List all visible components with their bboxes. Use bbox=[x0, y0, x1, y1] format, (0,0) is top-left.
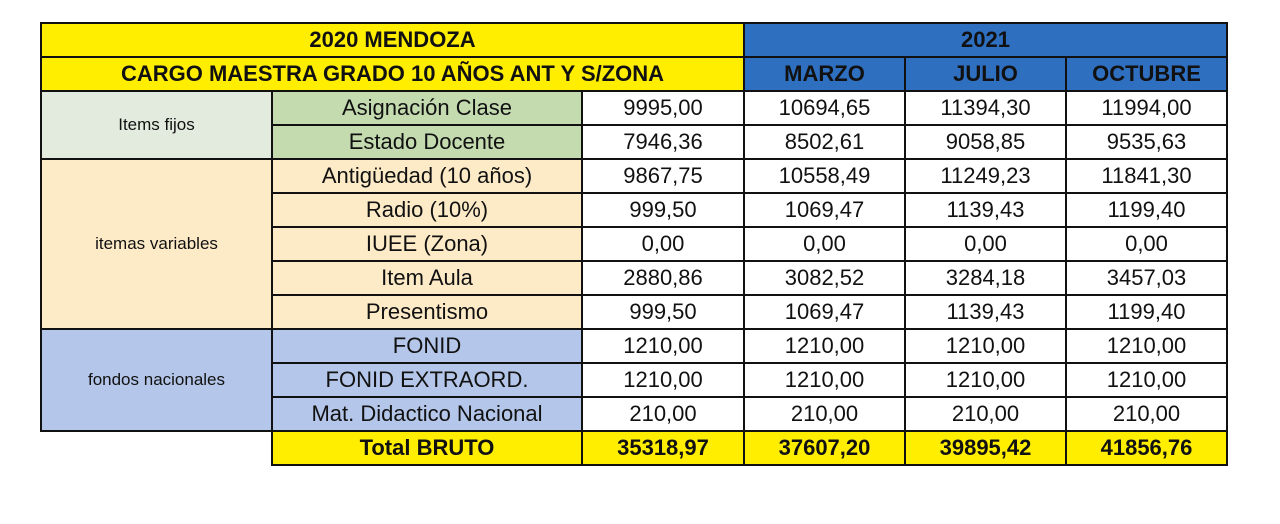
row-label: Asignación Clase bbox=[272, 91, 582, 125]
cell-marzo: 10558,49 bbox=[744, 159, 905, 193]
category-itemas-variables: itemas variables bbox=[41, 159, 272, 329]
cell-julio: 1210,00 bbox=[905, 329, 1066, 363]
total-row bbox=[41, 431, 1227, 465]
cell-marzo: 1210,00 bbox=[744, 363, 905, 397]
cell-julio: 1139,43 bbox=[905, 193, 1066, 227]
salary-table bbox=[40, 22, 1228, 466]
cell-octubre: 9535,63 bbox=[1066, 125, 1227, 159]
cell-marzo: 0,00 bbox=[744, 227, 905, 261]
cell-marzo: 1069,47 bbox=[744, 193, 905, 227]
cell-2020: 999,50 bbox=[582, 193, 744, 227]
cell-octubre: 210,00 bbox=[1066, 397, 1227, 431]
cell-octubre: 0,00 bbox=[1066, 227, 1227, 261]
total-marzo: 37607,20 bbox=[744, 431, 905, 465]
row-label: Radio (10%) bbox=[272, 193, 582, 227]
cell-julio: 0,00 bbox=[905, 227, 1066, 261]
row-label: Mat. Didactico Nacional bbox=[272, 397, 582, 431]
cell-julio: 11249,23 bbox=[905, 159, 1066, 193]
cell-2020: 9995,00 bbox=[582, 91, 744, 125]
cell-octubre: 1199,40 bbox=[1066, 295, 1227, 329]
total-2020: 35318,97 bbox=[582, 431, 744, 465]
cell-julio: 210,00 bbox=[905, 397, 1066, 431]
cell-octubre: 1199,40 bbox=[1066, 193, 1227, 227]
row-label: IUEE (Zona) bbox=[272, 227, 582, 261]
cell-julio: 9058,85 bbox=[905, 125, 1066, 159]
cell-2020: 1210,00 bbox=[582, 363, 744, 397]
table-row bbox=[41, 159, 1227, 193]
cell-marzo: 210,00 bbox=[744, 397, 905, 431]
row-label: Item Aula bbox=[272, 261, 582, 295]
total-label: Total BRUTO bbox=[272, 431, 582, 465]
cell-marzo: 3082,52 bbox=[744, 261, 905, 295]
cell-octubre: 1210,00 bbox=[1066, 329, 1227, 363]
category-items-fijos: Items fijos bbox=[41, 91, 272, 159]
cell-2020: 9867,75 bbox=[582, 159, 744, 193]
table-row bbox=[41, 91, 1227, 125]
row-label: Antigüedad (10 años) bbox=[272, 159, 582, 193]
cell-julio: 1210,00 bbox=[905, 363, 1066, 397]
cell-octubre: 11841,30 bbox=[1066, 159, 1227, 193]
cell-octubre: 11994,00 bbox=[1066, 91, 1227, 125]
title-2020-mendoza: 2020 MENDOZA bbox=[41, 23, 744, 57]
category-fondos-nacionales: fondos nacionales bbox=[41, 329, 272, 431]
row-label: Estado Docente bbox=[272, 125, 582, 159]
cell-marzo: 8502,61 bbox=[744, 125, 905, 159]
table-row bbox=[41, 329, 1227, 363]
month-marzo: MARZO bbox=[744, 57, 905, 91]
total-julio: 39895,42 bbox=[905, 431, 1066, 465]
cell-julio: 1139,43 bbox=[905, 295, 1066, 329]
row-label: FONID bbox=[272, 329, 582, 363]
cell-octubre: 1210,00 bbox=[1066, 363, 1227, 397]
cell-marzo: 1069,47 bbox=[744, 295, 905, 329]
cell-2020: 210,00 bbox=[582, 397, 744, 431]
cell-marzo: 1210,00 bbox=[744, 329, 905, 363]
subtitle-cargo: CARGO MAESTRA GRADO 10 AÑOS ANT Y S/ZONA bbox=[41, 57, 744, 91]
total-octubre: 41856,76 bbox=[1066, 431, 1227, 465]
cell-octubre: 3457,03 bbox=[1066, 261, 1227, 295]
month-octubre: OCTUBRE bbox=[1066, 57, 1227, 91]
header-row-1 bbox=[41, 23, 1227, 57]
month-julio: JULIO bbox=[905, 57, 1066, 91]
cell-2020: 2880,86 bbox=[582, 261, 744, 295]
cell-2020: 1210,00 bbox=[582, 329, 744, 363]
cell-2020: 0,00 bbox=[582, 227, 744, 261]
title-2021: 2021 bbox=[744, 23, 1227, 57]
cell-2020: 7946,36 bbox=[582, 125, 744, 159]
cell-julio: 11394,30 bbox=[905, 91, 1066, 125]
cell-marzo: 10694,65 bbox=[744, 91, 905, 125]
row-label: FONID EXTRAORD. bbox=[272, 363, 582, 397]
row-label: Presentismo bbox=[272, 295, 582, 329]
cell-julio: 3284,18 bbox=[905, 261, 1066, 295]
header-row-2 bbox=[41, 57, 1227, 91]
cell-2020: 999,50 bbox=[582, 295, 744, 329]
empty-cell bbox=[41, 431, 272, 465]
